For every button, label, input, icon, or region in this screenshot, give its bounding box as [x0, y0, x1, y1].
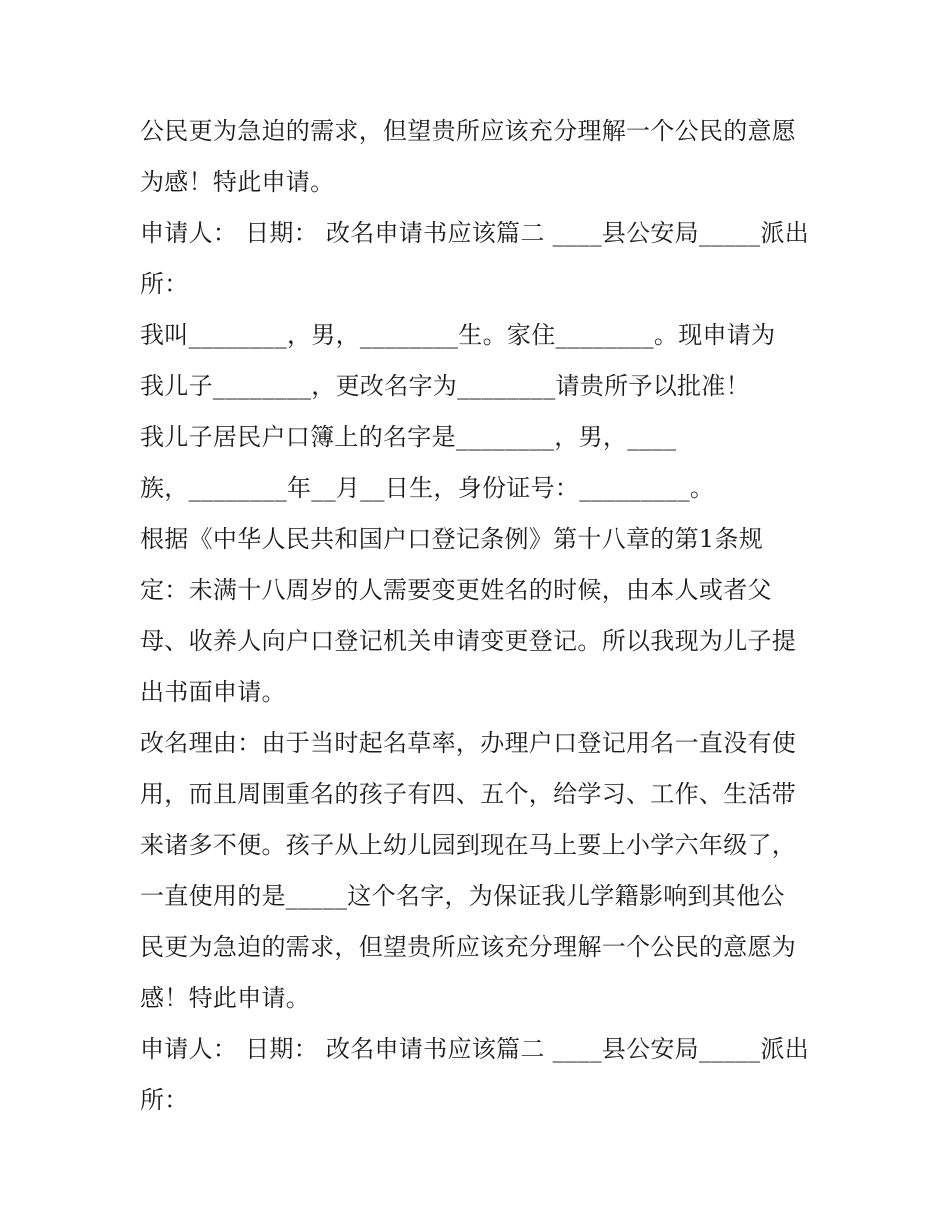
text-line: 我儿子居民户口簿上的名字是________，男，____ [140, 423, 677, 451]
text-line: 为感！特此申请。 [140, 168, 335, 196]
text-line: 我儿子________，更改名字为________请贵所予以批准！ [140, 372, 750, 400]
text-line: 改名理由：由于当时起名草率，办理户口登记用名一直没有使 [140, 729, 797, 757]
document-body [140, 106, 830, 1126]
text-line: 来诸多不便。孩子从上幼儿园到现在马上要上小学六年级了， [140, 831, 797, 859]
text-line: 所： [140, 1086, 189, 1114]
text-line: 申请人： 日期： 改名申请书应该篇二 ____县公安局_____派出 [140, 1035, 810, 1063]
text-line: 一直使用的是_____这个名字，为保证我儿学籍影响到其他公 [140, 882, 785, 910]
text-line: 民更为急迫的需求，但望贵所应该充分理解一个公民的意愿为 [140, 933, 797, 961]
text-line: 所： [140, 270, 189, 298]
text-line: 母、收养人向户口登记机关申请变更登记。所以我现为儿子提 [140, 627, 797, 655]
text-line: 根据《中华人民共和国户口登记条例》第十八章的第1条规 [140, 525, 764, 553]
text-line: 公民更为急迫的需求，但望贵所应该充分理解一个公民的意愿 [140, 117, 797, 145]
text-line: 定：未满十八周岁的人需要变更姓名的时候，由本人或者父 [140, 576, 772, 604]
text-line: 感！特此申请。 [140, 984, 311, 1012]
text-line: 申请人： 日期： 改名申请书应该篇二 ____县公安局_____派出 [140, 219, 810, 247]
text-line: 出书面申请。 [140, 678, 286, 706]
text-line: 族，________年__月__日生，身份证号：_________。 [140, 474, 715, 502]
text-line: 用，而且周围重名的孩子有四、五个，给学习、工作、生活带 [140, 780, 797, 808]
text-line: 我叫________，男，________生。家住________。现申请为 [140, 321, 776, 349]
